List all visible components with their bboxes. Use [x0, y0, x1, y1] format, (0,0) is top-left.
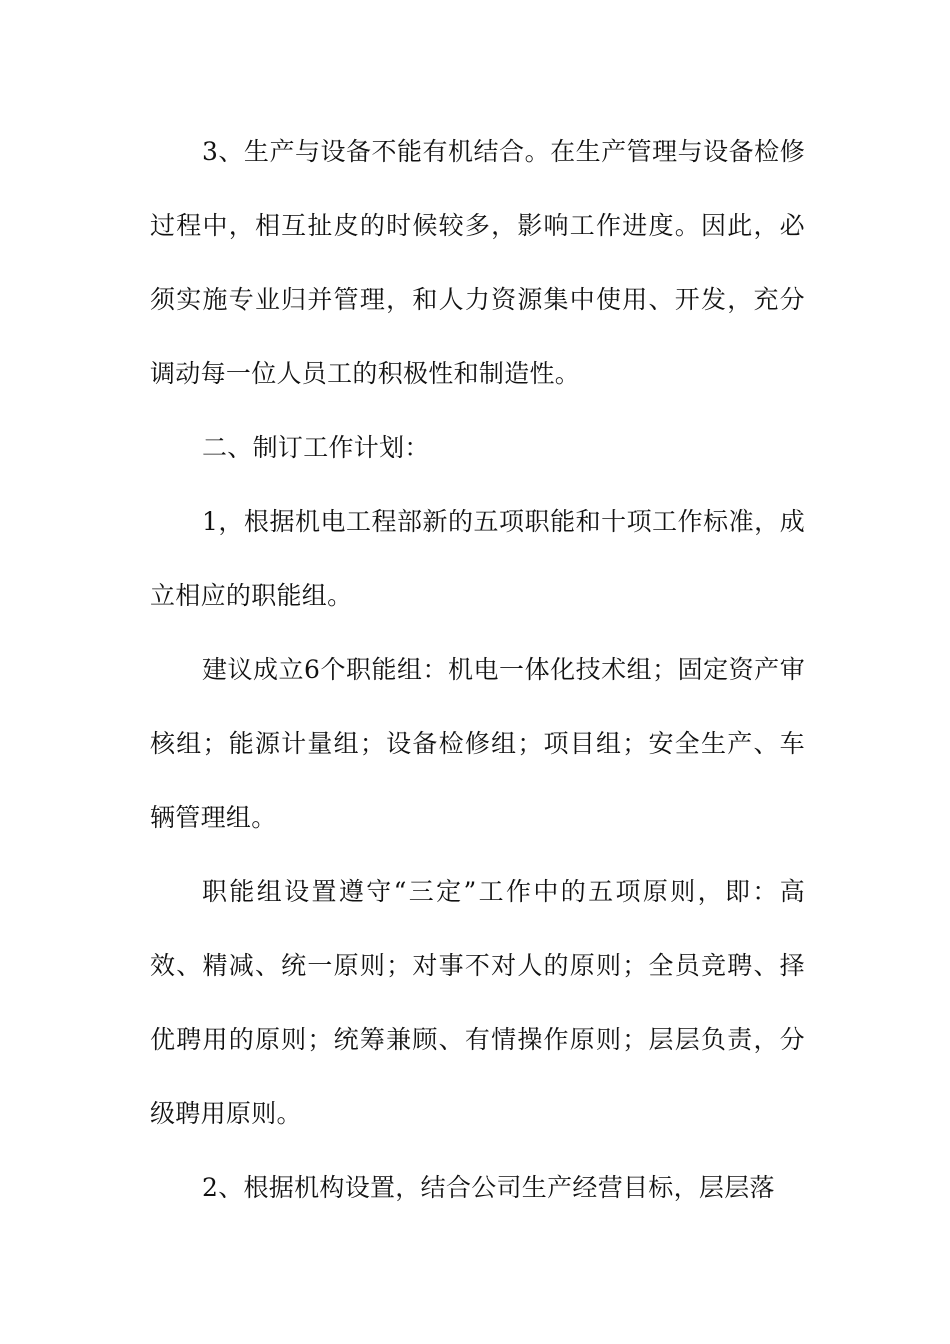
- document-page: [150, 115, 805, 1225]
- paragraph-functional-groups: 1，根据机电工程部新的五项职能和十项工作标准，成立相应的职能组。: [150, 507, 805, 610]
- paragraph-organization-setup: 2、根据机构设置，结合公司生产经营目标，层层落: [202, 1173, 775, 1202]
- section-heading-work-plan: 二、制订工作计划：: [202, 433, 430, 462]
- paragraph-five-principles: 职能组设置遵守“三定”工作中的五项原则，即：高效、精减、统一原则；对事不对人的原则；全员竞聘、择优聘用的原则；统筹兼顾、有情操作原则；层层负责，分级聘用原则。: [150, 877, 805, 1128]
- paragraph-six-groups: 建议成立6个职能组：机电一体化技术组；固定资产审核组；能源计量组；设备检修组；项目组；安全生产、车辆管理组。: [150, 655, 805, 832]
- paragraph-production-equipment: 3、生产与设备不能有机结合。在生产管理与设备检修过程中，相互扯皮的时候较多，影响工作进度。因此，必须实施专业归并管理，和人力资源集中使用、开发，充分调动每一位人员工的积极性和制造性。: [150, 137, 805, 388]
